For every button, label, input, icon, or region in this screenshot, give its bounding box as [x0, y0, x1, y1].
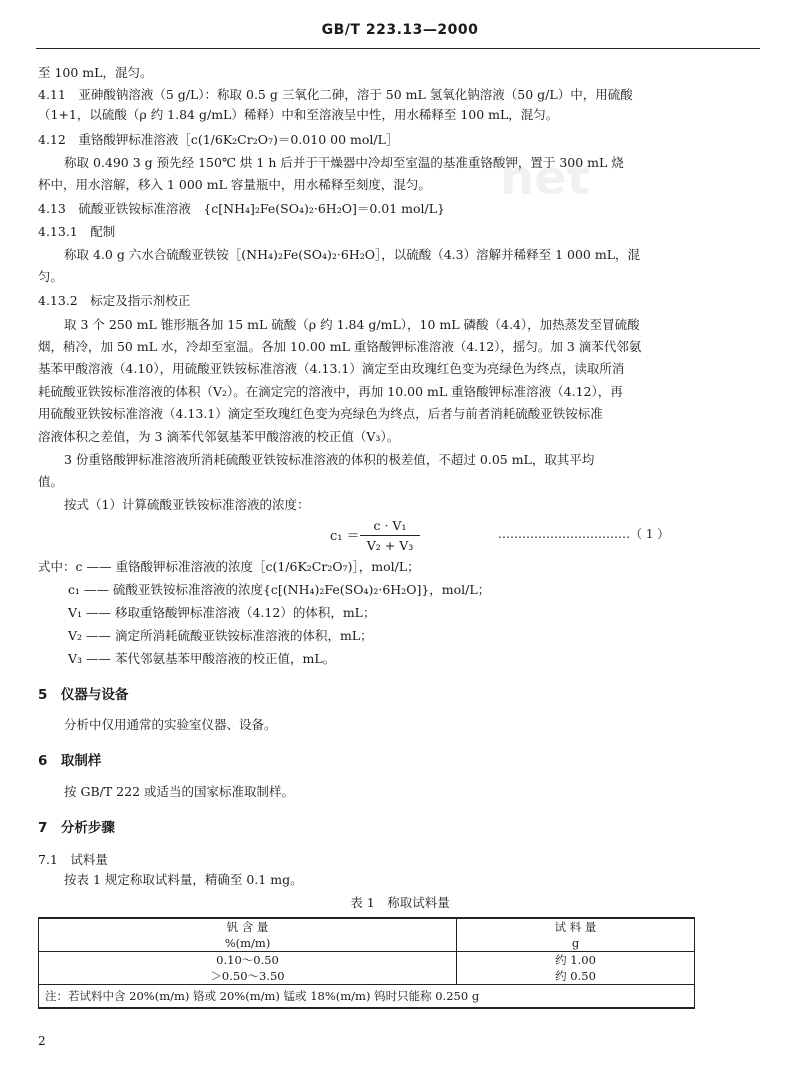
text-line: 至 100 mL，混匀。: [38, 65, 153, 80]
formula-number: ……………………………（ 1 ）: [498, 527, 670, 541]
clause-4-13: 4.13 硫酸亚铁铵标准溶液 {c[NH₄]₂Fe(SO₄)₂·6H₂O]＝0.01 mol/L}: [38, 201, 445, 216]
section-6-title: 6 取制样: [38, 753, 102, 769]
table-caption: 表 1 称取试料量: [350, 895, 450, 910]
standard-header: GB/T 223.13—2000: [321, 22, 479, 38]
col-unit-vanadium: %(m/m): [39, 935, 457, 952]
section-7-title: 7 分析步骤: [38, 820, 115, 836]
text-line: 烟，稍冷，加 50 mL 水，冷却至室温。各加 10.00 mL 重铬酸钾标准溶液（4.12），摇匀。加 3 滴苯代邻氨: [38, 339, 642, 354]
text-line: 溶液体积之差值，为 3 滴苯代邻氨基苯甲酸溶液的校正值（V₃）。: [38, 429, 400, 444]
definition-line: V₂ —— 滴定所消耗硫酸亚铁铵标准溶液的体积，mL；: [68, 628, 373, 643]
section-5-body: 分析中仅用通常的实验室仪器、设备。: [64, 717, 277, 732]
col-unit-mass: g: [457, 935, 695, 952]
text-line: 按式（1）计算硫酸亚铁铵标准溶液的浓度：: [64, 497, 310, 512]
clause-7-1: 7.1 试料量: [38, 852, 108, 867]
fraction-bar: [360, 535, 420, 536]
text-line: 杯中，用水溶解，移入 1 000 mL 容量瓶中，用水稀释至刻度，混匀。: [38, 177, 431, 192]
section-5-title: 5 仪器与设备: [38, 687, 129, 703]
clause-4-13-2: 4.13.2 标定及指示剂校正: [38, 293, 191, 308]
formula-fraction: [360, 518, 420, 553]
text-line: 匀。: [38, 269, 64, 284]
text-line: 用硫酸亚铁铵标准溶液（4.13.1）滴定至玫瑰红色变为亮绿色为终点，后者与前者消耗硫酸亚铁铵标准: [38, 406, 603, 421]
text-line: 3 份重铬酸钾标准溶液所消耗硫酸亚铁铵标准溶液的体积的极差值，不超过 0.05 mL，取其平均: [64, 452, 595, 467]
table-cell-mass: 约 1.00: [457, 952, 695, 969]
definition-line: c₁ —— 硫酸亚铁铵标准溶液的浓度{c[(NH₄)₂Fe(SO₄)₂·6H₂O]}，mol/L；: [68, 582, 491, 597]
clause-4-12: 4.12 重铬酸钾标准溶液［c(1/6K₂Cr₂O₇)＝0.010 00 mol/L］: [38, 132, 399, 147]
definition-line: V₃ —— 苯代邻氨基苯甲酸溶液的校正值，mL。: [68, 651, 336, 666]
text-line: 基苯甲酸溶液（4.10），用硫酸亚铁铵标准溶液（4.13.1）滴定至由玫瑰红色变为亮绿色为终点，读取所消: [38, 361, 625, 376]
watermark: net: [500, 150, 590, 206]
page-number: 2: [38, 1034, 46, 1048]
col-header-mass: 试 料 量: [457, 918, 695, 935]
formula-numerator: c · V₁: [373, 518, 407, 533]
clause-4-13-1: 4.13.1 配制: [38, 224, 116, 239]
formula-lhs: c₁ ＝: [330, 529, 360, 544]
text-line: 值。: [38, 474, 64, 489]
table-cell-mass: 约 0.50: [457, 968, 695, 985]
section-6-body: 按 GB/T 222 或适当的国家标准取制样。: [64, 784, 294, 799]
definition-line: 式中：c —— 重铬酸钾标准溶液的浓度［c(1/6K₂Cr₂O₇)］，mol/L；: [38, 559, 420, 574]
table-cell-range: 0.10～0.50: [39, 952, 457, 969]
sample-mass-table: [38, 917, 695, 1009]
text-line: 取 3 个 250 mL 锥形瓶各加 15 mL 硫酸（ρ 约 1.84 g/mL），10 mL 磷酸（4.4），加热蒸发至冒硫酸: [64, 317, 640, 332]
text-line: 称取 0.490 3 g 预先经 150℃ 烘 1 h 后并于干燥器中冷却至室温的基准重铬酸钾，置于 300 mL 烧: [64, 155, 624, 170]
definition-line: V₁ —— 移取重铬酸钾标准溶液（4.12）的体积，mL；: [68, 605, 376, 620]
text-line: （1+1，以硫酸（ρ 约 1.84 g/mL）稀释）中和至溶液呈中性，用水稀释至 100 mL，混匀。: [38, 107, 559, 122]
clause-7-1-body: 按表 1 规定称取试料量，精确至 0.1 mg。: [64, 872, 303, 887]
header-rule: [36, 48, 760, 49]
clause-4-11: 4.11 亚砷酸钠溶液（5 g/L）：称取 0.5 g 三氧化二砷，溶于 50 mL 氢氧化钠溶液（50 g/L）中，用硫酸: [38, 87, 633, 102]
text-line: 耗硫酸亚铁铵标准溶液的体积（V₂）。在滴定完的溶液中，再加 10.00 mL 重铬酸钾标准溶液（4.12），再: [38, 384, 623, 399]
col-header-vanadium: 钒 含 量: [39, 918, 457, 935]
text-line: 称取 4.0 g 六水合硫酸亚铁铵［(NH₄)₂Fe(SO₄)₂·6H₂O］，以硫酸（4.3）溶解并稀释至 1 000 mL，混: [64, 247, 640, 262]
table-note: 注：若试料中含 20%(m/m) 铬或 20%(m/m) 锰或 18%(m/m) 钨时只能称 0.250 g: [39, 985, 695, 1009]
formula-denominator: V₂ + V₃: [366, 538, 414, 553]
table-cell-range: ＞0.50～3.50: [39, 968, 457, 985]
